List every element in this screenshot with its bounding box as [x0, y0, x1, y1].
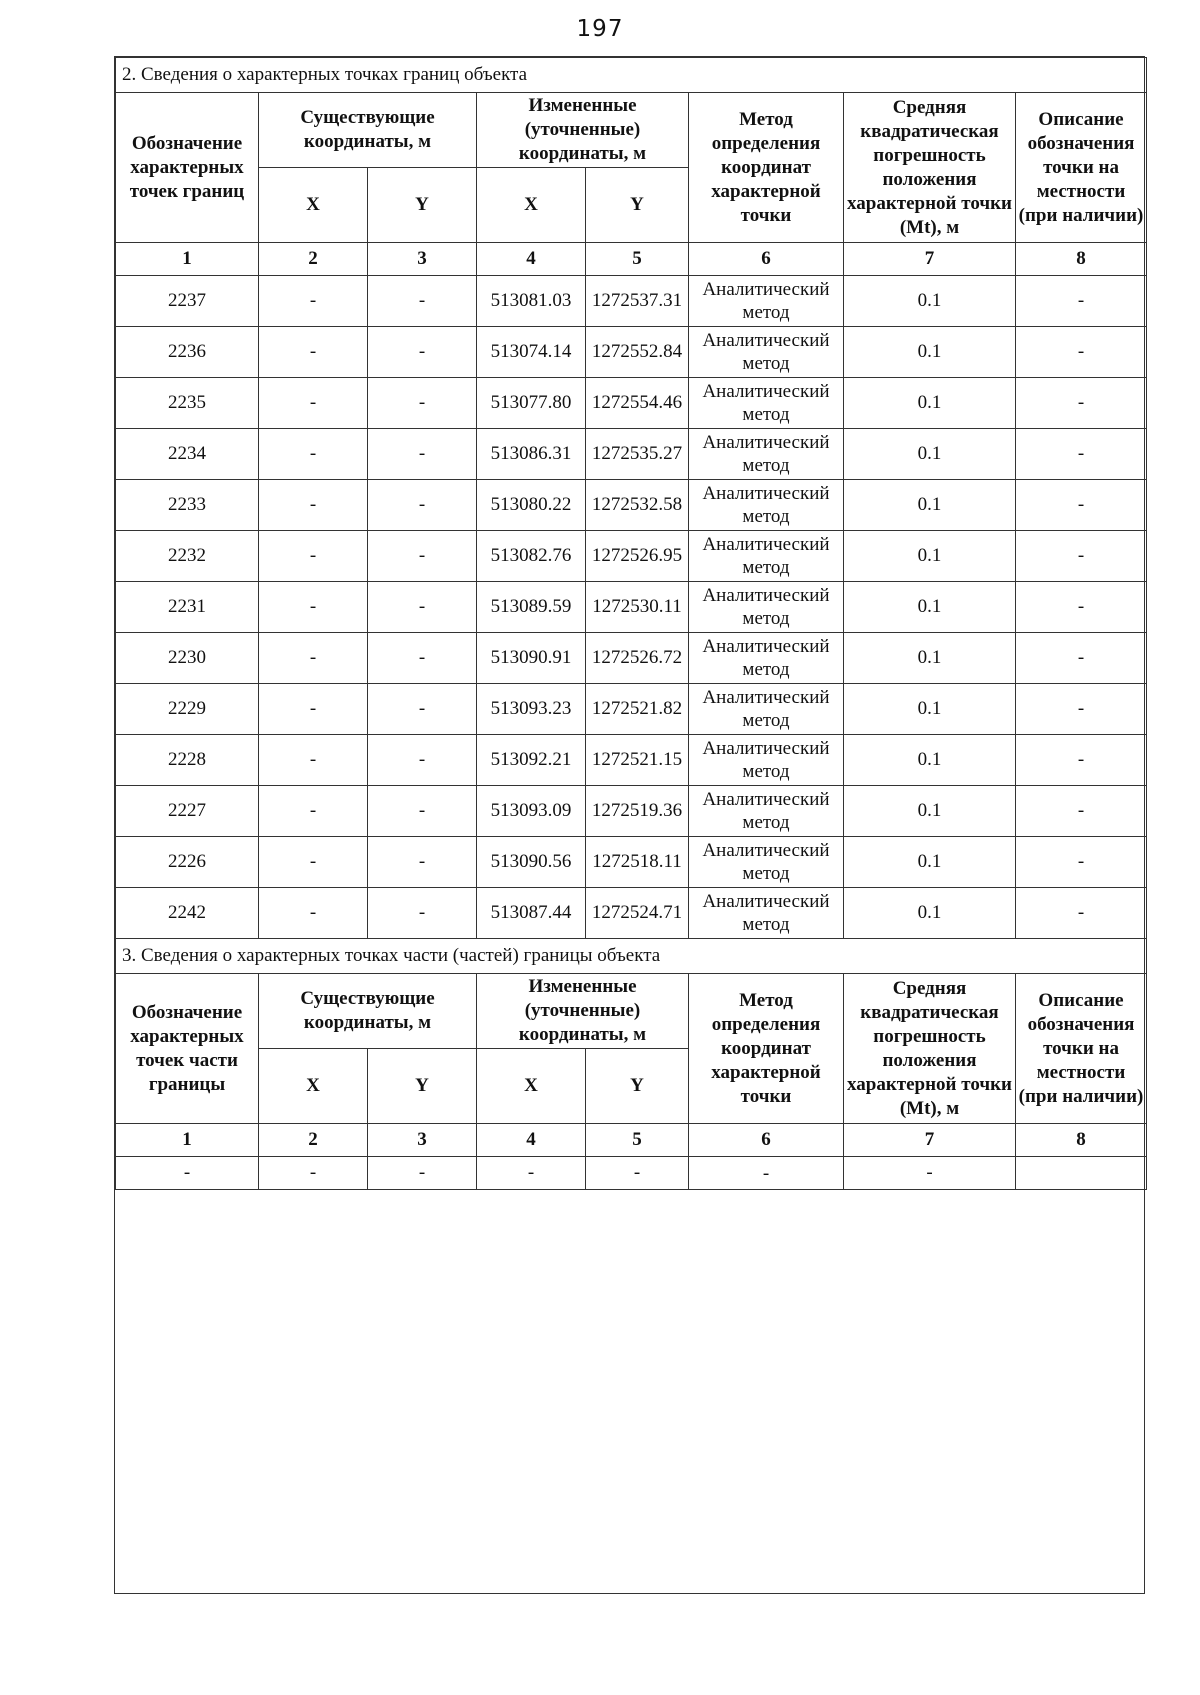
section-title-row — [116, 58, 1147, 93]
header-row-top — [116, 93, 1147, 168]
error-value: 0.1 — [844, 480, 1016, 531]
changed-y-value: 1272530.11 — [586, 582, 689, 633]
column-header-error: Средняя квадратическая погрешность положения характерной точки (Mt), м — [844, 93, 1016, 243]
method-value-line: Аналитический — [702, 330, 830, 351]
column-number: 3 — [368, 243, 477, 276]
method-value-line: метод — [742, 914, 790, 935]
column-header-error: Средняя квадратическая погрешность положения характерной точки (Mt), м — [844, 974, 1016, 1124]
column-header-designation: Обозначение характерных точек границ — [116, 93, 259, 243]
method-value-line: метод — [742, 557, 790, 578]
column-header-method: Метод определения координат характерной точки — [689, 974, 844, 1124]
changed-x-value: 513074.14 — [477, 327, 586, 378]
column-number: 3 — [368, 1124, 477, 1157]
column-header-changed-y: Y — [586, 1049, 689, 1124]
method-value — [689, 429, 844, 480]
description-value: - — [1016, 684, 1147, 735]
existing-x-value: - — [259, 276, 368, 327]
existing-y-value: - — [368, 327, 477, 378]
existing-y-value: - — [368, 735, 477, 786]
method-value — [689, 582, 844, 633]
description-value: - — [1016, 429, 1147, 480]
existing-x-value: - — [259, 888, 368, 939]
changed-x-value: 513081.03 — [477, 276, 586, 327]
method-value-line: Аналитический — [702, 432, 830, 453]
changed-y-value: 1272532.58 — [586, 480, 689, 531]
column-number: 2 — [259, 243, 368, 276]
changed-y-value: 1272518.11 — [586, 837, 689, 888]
existing-y-value: - — [368, 786, 477, 837]
error-value: 0.1 — [844, 837, 1016, 888]
method-value-line: Аналитический — [702, 789, 830, 810]
point-designation: 2237 — [116, 276, 259, 327]
method-value-line: Аналитический — [702, 891, 830, 912]
method-value — [689, 633, 844, 684]
description-value: - — [1016, 786, 1147, 837]
method-value-line: Аналитический — [702, 585, 830, 606]
column-number: 5 — [586, 243, 689, 276]
column-header-existing-x: X — [259, 1049, 368, 1124]
column-number-row — [116, 1124, 1147, 1157]
changed-y-value: 1272524.71 — [586, 888, 689, 939]
method-value — [689, 888, 844, 939]
changed-x-value: 513082.76 — [477, 531, 586, 582]
existing-y-value: - — [368, 429, 477, 480]
error-value: 0.1 — [844, 429, 1016, 480]
existing-y-value: - — [368, 531, 477, 582]
point-designation: 2233 — [116, 480, 259, 531]
existing-y-value: - — [368, 888, 477, 939]
column-header-description: Описание обозначения точки на местности (при наличии) — [1016, 93, 1147, 243]
method-value-line: метод — [742, 455, 790, 476]
column-number: 7 — [844, 1124, 1016, 1157]
error-value: - — [844, 1157, 1016, 1190]
changed-y-value: 1272526.95 — [586, 531, 689, 582]
method-value-line: - — [762, 1162, 770, 1184]
description-value: - — [1016, 888, 1147, 939]
changed-y-value: - — [586, 1157, 689, 1190]
changed-x-value: 513086.31 — [477, 429, 586, 480]
column-header-description: Описание обозначения точки на местности (при наличии) — [1016, 974, 1147, 1124]
column-header-changed-coordinates: Измененные (уточненные) координаты, м — [477, 974, 689, 1049]
changed-x-value: 513093.09 — [477, 786, 586, 837]
method-value-line: метод — [742, 608, 790, 629]
document-frame — [114, 56, 1145, 1594]
point-designation: 2227 — [116, 786, 259, 837]
point-designation: 2226 — [116, 837, 259, 888]
table-row — [116, 480, 1147, 531]
description-value — [1016, 1157, 1147, 1190]
table-row — [116, 1157, 1147, 1190]
point-designation: 2235 — [116, 378, 259, 429]
table-row — [116, 633, 1147, 684]
existing-x-value: - — [259, 480, 368, 531]
description-value: - — [1016, 837, 1147, 888]
method-value — [689, 786, 844, 837]
section-title: 3. Сведения о характерных точках части (частей) границы объекта — [116, 939, 1147, 974]
error-value: 0.1 — [844, 531, 1016, 582]
error-value: 0.1 — [844, 378, 1016, 429]
table-row — [116, 582, 1147, 633]
column-number: 1 — [116, 243, 259, 276]
error-value: 0.1 — [844, 735, 1016, 786]
existing-y-value: - — [368, 480, 477, 531]
method-value — [689, 837, 844, 888]
existing-y-value: - — [368, 684, 477, 735]
error-value: 0.1 — [844, 327, 1016, 378]
existing-x-value: - — [259, 684, 368, 735]
existing-y-value: - — [368, 837, 477, 888]
column-header-existing-y: Y — [368, 1049, 477, 1124]
column-number: 6 — [689, 1124, 844, 1157]
section-title-row — [116, 939, 1147, 974]
changed-y-value: 1272526.72 — [586, 633, 689, 684]
existing-x-value: - — [259, 837, 368, 888]
point-designation: 2234 — [116, 429, 259, 480]
method-value — [689, 531, 844, 582]
column-header-designation: Обозначение характерных точек части границы — [116, 974, 259, 1124]
point-designation: - — [116, 1157, 259, 1190]
method-value — [689, 276, 844, 327]
column-header-changed-x: X — [477, 1049, 586, 1124]
method-value-line: Аналитический — [702, 738, 830, 759]
changed-y-value: 1272554.46 — [586, 378, 689, 429]
existing-x-value: - — [259, 531, 368, 582]
column-header-existing-y: Y — [368, 168, 477, 243]
existing-x-value: - — [259, 633, 368, 684]
method-value-line: Аналитический — [702, 840, 830, 861]
table-row — [116, 888, 1147, 939]
error-value: 0.1 — [844, 633, 1016, 684]
column-header-existing-x: X — [259, 168, 368, 243]
changed-x-value: 513090.91 — [477, 633, 586, 684]
column-number: 1 — [116, 1124, 259, 1157]
method-value-line: Аналитический — [702, 534, 830, 555]
method-value-line: метод — [742, 404, 790, 425]
method-value-line: метод — [742, 506, 790, 527]
section-title: 2. Сведения о характерных точках границ объекта — [116, 58, 1147, 93]
changed-y-value: 1272537.31 — [586, 276, 689, 327]
existing-y-value: - — [368, 276, 477, 327]
method-value — [689, 684, 844, 735]
point-designation: 2242 — [116, 888, 259, 939]
existing-x-value: - — [259, 735, 368, 786]
column-number: 5 — [586, 1124, 689, 1157]
method-value — [689, 378, 844, 429]
changed-y-value: 1272552.84 — [586, 327, 689, 378]
description-value: - — [1016, 531, 1147, 582]
points-table — [115, 57, 1147, 1190]
column-number: 6 — [689, 243, 844, 276]
changed-x-value: 513077.80 — [477, 378, 586, 429]
method-value-line: метод — [742, 761, 790, 782]
column-header-changed-y: Y — [586, 168, 689, 243]
header-row-top — [116, 974, 1147, 1049]
method-value-line: метод — [742, 710, 790, 731]
method-value-line: метод — [742, 812, 790, 833]
method-value-line: Аналитический — [702, 279, 830, 300]
method-value-line: Аналитический — [702, 687, 830, 708]
method-value — [689, 327, 844, 378]
point-designation: 2229 — [116, 684, 259, 735]
column-header-method: Метод определения координат характерной точки — [689, 93, 844, 243]
existing-y-value: - — [368, 378, 477, 429]
table-row — [116, 276, 1147, 327]
column-header-changed-x: X — [477, 168, 586, 243]
existing-y-value: - — [368, 633, 477, 684]
existing-x-value: - — [259, 378, 368, 429]
changed-y-value: 1272535.27 — [586, 429, 689, 480]
column-number: 7 — [844, 243, 1016, 276]
column-number: 2 — [259, 1124, 368, 1157]
column-number-row — [116, 243, 1147, 276]
method-value — [689, 735, 844, 786]
table-row — [116, 735, 1147, 786]
table-row — [116, 837, 1147, 888]
column-number: 8 — [1016, 1124, 1147, 1157]
changed-x-value: 513087.44 — [477, 888, 586, 939]
existing-x-value: - — [259, 327, 368, 378]
existing-y-value: - — [368, 1157, 477, 1190]
description-value: - — [1016, 735, 1147, 786]
method-value-line: метод — [742, 353, 790, 374]
point-designation: 2232 — [116, 531, 259, 582]
column-number: 4 — [477, 1124, 586, 1157]
existing-x-value: - — [259, 786, 368, 837]
description-value: - — [1016, 327, 1147, 378]
column-number: 8 — [1016, 243, 1147, 276]
column-header-existing-coordinates: Существующие координаты, м — [259, 93, 477, 168]
changed-y-value: 1272521.82 — [586, 684, 689, 735]
error-value: 0.1 — [844, 276, 1016, 327]
changed-x-value: - — [477, 1157, 586, 1190]
page-number: 197 — [576, 16, 624, 42]
point-designation: 2230 — [116, 633, 259, 684]
point-designation: 2236 — [116, 327, 259, 378]
existing-y-value: - — [368, 582, 477, 633]
error-value: 0.1 — [844, 684, 1016, 735]
method-value-line: Аналитический — [702, 636, 830, 657]
description-value: - — [1016, 276, 1147, 327]
table-row — [116, 429, 1147, 480]
method-value-line: метод — [742, 302, 790, 323]
table-row — [116, 786, 1147, 837]
description-value: - — [1016, 378, 1147, 429]
point-designation: 2228 — [116, 735, 259, 786]
column-header-changed-coordinates: Измененные (уточненные) координаты, м — [477, 93, 689, 168]
error-value: 0.1 — [844, 786, 1016, 837]
description-value: - — [1016, 582, 1147, 633]
point-designation: 2231 — [116, 582, 259, 633]
method-value — [689, 480, 844, 531]
method-value-line: метод — [742, 659, 790, 680]
changed-y-value: 1272519.36 — [586, 786, 689, 837]
existing-x-value: - — [259, 1157, 368, 1190]
error-value: 0.1 — [844, 888, 1016, 939]
method-value-line: Аналитический — [702, 483, 830, 504]
method-value — [689, 1157, 844, 1190]
table-row — [116, 684, 1147, 735]
existing-x-value: - — [259, 582, 368, 633]
method-value-line: метод — [742, 863, 790, 884]
changed-x-value: 513092.21 — [477, 735, 586, 786]
method-value-line: Аналитический — [702, 381, 830, 402]
changed-x-value: 513090.56 — [477, 837, 586, 888]
changed-y-value: 1272521.15 — [586, 735, 689, 786]
description-value: - — [1016, 480, 1147, 531]
changed-x-value: 513089.59 — [477, 582, 586, 633]
changed-x-value: 513093.23 — [477, 684, 586, 735]
table-row — [116, 378, 1147, 429]
changed-x-value: 513080.22 — [477, 480, 586, 531]
column-number: 4 — [477, 243, 586, 276]
table-row — [116, 531, 1147, 582]
existing-x-value: - — [259, 429, 368, 480]
description-value: - — [1016, 633, 1147, 684]
column-header-existing-coordinates: Существующие координаты, м — [259, 974, 477, 1049]
table-row — [116, 327, 1147, 378]
error-value: 0.1 — [844, 582, 1016, 633]
